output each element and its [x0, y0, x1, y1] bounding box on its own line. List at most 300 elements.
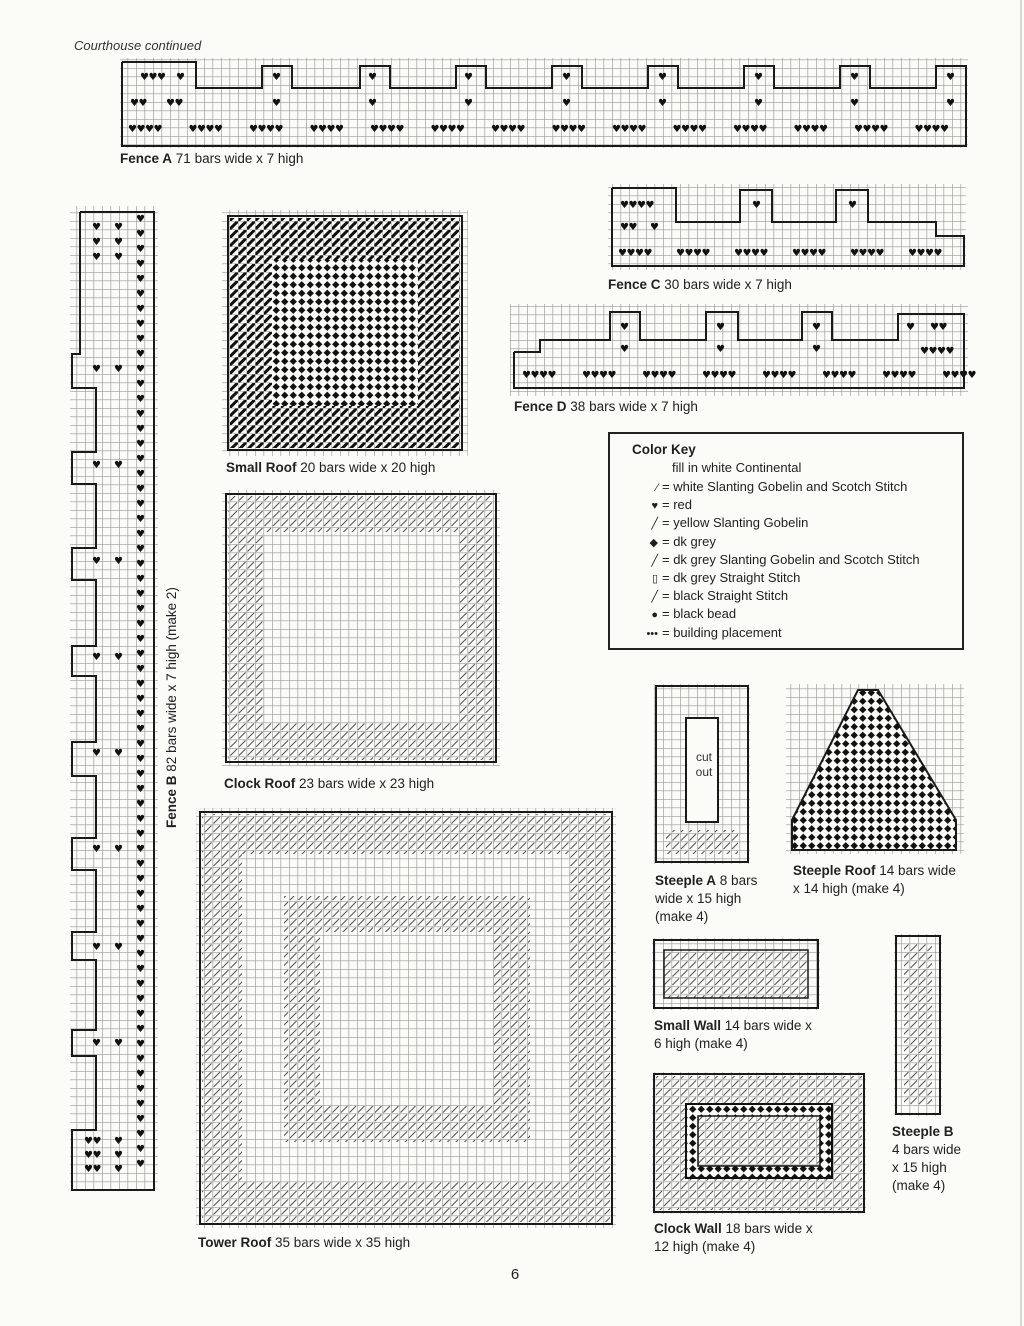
color-key-symbol: ⁄ [656, 482, 658, 494]
color-key-label: = black Straight Stitch [662, 588, 789, 604]
fence-b-heart: ♥ [136, 694, 145, 705]
fence-a-heart: ♥ [698, 124, 707, 135]
fence-a-heart: ♥ [758, 124, 768, 135]
fence-b-heart: ♥ [92, 844, 101, 855]
fence-a-heart: ♥ [850, 98, 859, 109]
fence-a-heart: ♥ [447, 124, 457, 135]
fence-a-heart: ♥ [378, 124, 388, 135]
fence-c-heart: ♥ [809, 248, 818, 259]
fence-a-heart: ♥ [148, 72, 158, 83]
fence-a-heart: ♥ [456, 124, 465, 135]
fence-b-heart: ♥ [136, 799, 145, 810]
fence-b-heart: ♥ [136, 424, 145, 435]
fence-a-heart: ♥ [871, 124, 880, 135]
fence-c-heart: ♥ [925, 248, 934, 259]
fence-b-heart: ♥ [136, 349, 145, 360]
fence-d-heart: ♥ [607, 370, 617, 381]
color-key-label: = dk grey Straight Stitch [662, 570, 801, 585]
fence-b-heart: ♥ [136, 304, 145, 315]
color-key-symbol: ▯ [651, 573, 658, 585]
fence-a-heart: ♥ [387, 124, 396, 135]
fence-a-heart: ♥ [309, 124, 319, 135]
color-key-item [640, 496, 692, 514]
fence-a-heart: ♥ [395, 124, 405, 135]
fence-b-heart: ♥ [92, 460, 101, 471]
fence-d-heart: ♥ [770, 370, 780, 381]
fence-b-heart: ♥ [92, 252, 101, 263]
fence-c-heart: ♥ [618, 248, 627, 259]
color-key-fill: fill in white Continental [672, 460, 802, 475]
fence-a-heart: ♥ [257, 124, 267, 135]
fence-a-heart: ♥ [754, 98, 763, 109]
fence-b-heart: ♥ [136, 1024, 145, 1035]
fence-b-heart: ♥ [136, 859, 145, 870]
color-key-title: Color Key [632, 442, 696, 457]
fence-a-heart: ♥ [335, 124, 344, 135]
fence-d-heart: ♥ [959, 370, 968, 381]
fence-d-heart: ♥ [930, 322, 939, 333]
fence-b-heart: ♥ [114, 460, 123, 471]
fence-c-heart: ♥ [701, 248, 711, 259]
fence-a-heart: ♥ [326, 124, 336, 135]
fence-b-heart: ♥ [114, 748, 123, 759]
fence-b-caption: Fence B 82 bars wide x 7 high (make 2) [164, 587, 179, 828]
fence-b-heart: ♥ [136, 1144, 145, 1155]
fence-d-heart: ♥ [967, 370, 977, 381]
fence-a-heart: ♥ [153, 124, 163, 135]
fence-d-heart: ♥ [599, 370, 608, 381]
fence-a-heart: ♥ [850, 72, 859, 83]
fence-d-heart: ♥ [882, 370, 891, 381]
fence-d-heart: ♥ [659, 370, 668, 381]
fence-d-heart: ♥ [716, 322, 725, 333]
fence-d-heart: ♥ [950, 370, 960, 381]
fence-a-heart: ♥ [629, 124, 638, 135]
fence-b-heart: ♥ [114, 942, 123, 953]
fence-b-heart: ♥ [136, 574, 145, 585]
fence-a-heart: ♥ [166, 98, 175, 109]
fence-d-heart: ♥ [727, 370, 737, 381]
fence-b-heart: ♥ [136, 979, 145, 990]
color-key-symbol: ╱ [651, 518, 658, 531]
fence-d-heart: ♥ [779, 370, 788, 381]
fence-d-heart: ♥ [620, 322, 629, 333]
fence-c-heart: ♥ [916, 248, 926, 259]
clock-wall-caption: Clock Wall 18 bars wide x 12 high (make 4) [654, 1221, 813, 1254]
fence-b-heart: ♥ [136, 484, 145, 495]
fence-c-heart: ♥ [693, 248, 702, 259]
fence-b-heart: ♥ [114, 556, 123, 567]
fence-a-heart: ♥ [689, 124, 699, 135]
fence-d-caption: Fence D 38 bars wide x 7 high [514, 399, 698, 414]
fence-d-heart: ♥ [667, 370, 677, 381]
fence-d-heart: ♥ [938, 322, 948, 333]
fence-a-heart: ♥ [551, 124, 561, 135]
fence-b-heart: ♥ [92, 748, 101, 759]
fence-a-heart: ♥ [516, 124, 526, 135]
fence-b-heart: ♥ [136, 604, 145, 615]
fence-b-heart: ♥ [136, 724, 145, 735]
fence-c-heart: ♥ [752, 200, 761, 211]
fence-b-heart: ♥ [92, 1150, 102, 1161]
fence-b-heart: ♥ [136, 499, 145, 510]
color-key-item [640, 569, 800, 587]
fence-d-heart: ♥ [716, 344, 725, 355]
fence-a-heart: ♥ [560, 124, 569, 135]
fence-b-heart: ♥ [114, 844, 123, 855]
fence-a-heart: ♥ [272, 72, 281, 83]
steeple-roof-caption: Steeple Roof 14 bars wide x 14 high (make 4) [793, 863, 956, 896]
fence-a-heart: ♥ [439, 124, 448, 135]
fence-b-heart: ♥ [84, 1150, 93, 1161]
fence-a-heart: ♥ [793, 124, 803, 135]
fence-b-heart: ♥ [136, 379, 145, 390]
fence-d-heart: ♥ [620, 344, 629, 355]
fence-d-heart: ♥ [590, 370, 600, 381]
fence-b-heart: ♥ [114, 364, 123, 375]
fence-d-heart: ♥ [787, 370, 797, 381]
fence-b-heart: ♥ [136, 394, 145, 405]
fence-b-heart: ♥ [92, 222, 101, 233]
steeple-a-caption: Steeple A 8 bars wide x 15 high (make 4) [655, 873, 758, 924]
color-key-symbol: ╱ [651, 591, 658, 604]
fence-b-heart: ♥ [136, 784, 145, 795]
fence-a-heart: ♥ [197, 124, 206, 135]
fence-c-heart: ♥ [620, 222, 629, 233]
small-roof-center [272, 260, 418, 406]
fence-d-heart: ♥ [839, 370, 848, 381]
fence-a-heart: ♥ [318, 124, 327, 135]
fence-d-heart: ♥ [899, 370, 908, 381]
fence-a-heart: ♥ [508, 124, 517, 135]
fence-d-heart: ♥ [906, 322, 915, 333]
fence-a-caption: Fence A 71 bars wide x 7 high [120, 151, 304, 166]
fence-b-heart: ♥ [92, 237, 101, 248]
color-key-label: = black bead [662, 606, 737, 622]
fence-a-heart: ♥ [188, 124, 198, 135]
fence-d-heart: ♥ [530, 370, 540, 381]
fence-d-heart: ♥ [937, 346, 946, 357]
fence-d-heart: ♥ [890, 370, 900, 381]
fence-a-heart: ♥ [272, 98, 281, 109]
fence-b-heart: ♥ [136, 829, 145, 840]
steeple-b-stitch [904, 944, 932, 1106]
fence-c-heart: ♥ [792, 248, 801, 259]
color-key-item [640, 587, 788, 605]
steeple-b-caption: Steeple B 4 bars wide x 15 high (make 4) [892, 1124, 962, 1193]
small-wall-stitch [664, 950, 808, 998]
fence-b-heart: ♥ [136, 334, 145, 345]
fence-a-heart: ♥ [136, 124, 146, 135]
fence-b-heart: ♥ [136, 919, 145, 930]
fence-a-heart: ♥ [672, 124, 682, 135]
fence-a-heart: ♥ [128, 124, 137, 135]
fence-b-heart: ♥ [136, 289, 145, 300]
color-key-symbol: ••• [646, 627, 658, 640]
fence-b-heart: ♥ [92, 1136, 102, 1147]
fence-b-heart: ♥ [136, 1159, 145, 1170]
fence-a-heart: ♥ [464, 72, 473, 83]
fence-a-heart: ♥ [658, 72, 667, 83]
fence-c-heart: ♥ [626, 248, 636, 259]
steeple-a-cutout-label: cut out [695, 750, 713, 779]
fence-c-heart: ♥ [650, 222, 659, 233]
fence-c-heart: ♥ [867, 248, 876, 259]
fence-b-heart: ♥ [92, 1038, 101, 1049]
color-key-item [640, 478, 907, 496]
fence-a-heart: ♥ [368, 98, 377, 109]
fence-d-heart: ♥ [650, 370, 660, 381]
small-roof-caption: Small Roof 20 bars wide x 20 high [226, 460, 436, 475]
fence-a-heart: ♥ [754, 72, 763, 83]
fence-a-heart: ♥ [205, 124, 215, 135]
fence-b-heart: ♥ [136, 649, 145, 660]
fence-c-heart: ♥ [850, 248, 859, 259]
fence-b-heart: ♥ [136, 559, 145, 570]
fence-c-heart: ♥ [817, 248, 827, 259]
color-key-label: = white Slanting Gobelin and Scotch Stitch [662, 479, 908, 494]
fence-c-heart: ♥ [734, 248, 743, 259]
fence-a-heart: ♥ [914, 124, 924, 135]
fence-b-heart: ♥ [136, 1114, 145, 1125]
fence-b-heart: ♥ [136, 769, 145, 780]
fence-c-heart: ♥ [620, 200, 629, 211]
color-key-symbol: ◆ [649, 536, 658, 549]
fence-b-heart: ♥ [136, 364, 145, 375]
fence-b-heart: ♥ [136, 1054, 145, 1065]
fence-d-heart: ♥ [719, 370, 728, 381]
fence-a-heart: ♥ [368, 72, 377, 83]
fence-c-heart: ♥ [751, 248, 760, 259]
fence-c-heart: ♥ [933, 248, 943, 259]
color-key [608, 432, 964, 650]
fence-b-heart: ♥ [136, 964, 145, 975]
fence-b-heart: ♥ [84, 1136, 93, 1147]
fence-a-heart: ♥ [430, 124, 440, 135]
fence-c-heart: ♥ [742, 248, 752, 259]
fence-a-heart: ♥ [940, 124, 949, 135]
fence-c-heart: ♥ [637, 200, 646, 211]
fence-a-heart: ♥ [637, 124, 647, 135]
fence-b-heart: ♥ [136, 1099, 145, 1110]
fence-d-heart: ♥ [907, 370, 917, 381]
color-key-item [640, 605, 736, 623]
color-key-item [640, 514, 808, 532]
fence-b-heart: ♥ [136, 454, 145, 465]
fence-c-heart: ♥ [800, 248, 810, 259]
color-key-item [640, 533, 716, 551]
fence-d-heart: ♥ [830, 370, 840, 381]
fence-b-heart: ♥ [114, 237, 123, 248]
fence-c-heart: ♥ [643, 248, 653, 259]
clock-wall-face [698, 1116, 820, 1166]
fence-c-heart: ♥ [676, 248, 685, 259]
fence-b-heart: ♥ [136, 739, 145, 750]
fence-a-heart: ♥ [176, 72, 185, 83]
fence-a-heart: ♥ [612, 124, 621, 135]
fence-b-heart: ♥ [136, 949, 145, 960]
fence-a-heart: ♥ [157, 72, 166, 83]
color-key-item [640, 551, 920, 569]
fence-d-heart: ♥ [539, 370, 548, 381]
fence-b-heart: ♥ [136, 409, 145, 420]
fence-a-heart: ♥ [577, 124, 586, 135]
fence-d-heart: ♥ [945, 346, 955, 357]
color-key-label: = yellow Slanting Gobelin [662, 515, 809, 531]
fence-a-heart: ♥ [946, 72, 955, 83]
fence-b-heart: ♥ [136, 1009, 145, 1020]
fence-b-heart: ♥ [92, 652, 101, 663]
fence-a-heart: ♥ [370, 124, 379, 135]
fence-a-heart: ♥ [741, 124, 751, 135]
fence-a-heart: ♥ [931, 124, 941, 135]
fence-b-heart: ♥ [136, 514, 145, 525]
fence-b-heart: ♥ [136, 634, 145, 645]
fence-a-heart: ♥ [854, 124, 863, 135]
fence-d-heart: ♥ [702, 370, 711, 381]
tower-roof-center [320, 932, 494, 1106]
fence-b-heart: ♥ [136, 874, 145, 885]
fence-a-heart: ♥ [802, 124, 811, 135]
fence-b-heart: ♥ [84, 1164, 93, 1175]
fence-a-heart: ♥ [568, 124, 578, 135]
fence-b-heart: ♥ [92, 556, 101, 567]
fence-a-heart: ♥ [562, 98, 571, 109]
fence-b-heart: ♥ [136, 469, 145, 480]
fence-b-heart: ♥ [136, 244, 145, 255]
color-key-symbol: ♥ [651, 500, 658, 513]
fence-b-heart: ♥ [114, 1136, 123, 1147]
fence-d-heart: ♥ [547, 370, 557, 381]
fence-d-heart: ♥ [942, 370, 951, 381]
fence-b-heart: ♥ [92, 942, 101, 953]
fence-c-heart: ♥ [858, 248, 868, 259]
fence-a-heart: ♥ [145, 124, 154, 135]
fence-b-heart: ♥ [136, 934, 145, 945]
fence-b-heart: ♥ [114, 652, 123, 663]
clock-roof-caption: Clock Roof 23 bars wide x 23 high [224, 776, 435, 791]
fence-b-heart: ♥ [136, 1039, 145, 1050]
tower-roof-caption: Tower Roof 35 bars wide x 35 high [198, 1235, 411, 1250]
fence-a-heart: ♥ [733, 124, 742, 135]
fence-b-heart: ♥ [136, 589, 145, 600]
fence-b-heart: ♥ [114, 222, 123, 233]
color-key-label: = building placement [662, 624, 782, 640]
small-wall-caption: Small Wall 14 bars wide x 6 high (make 4) [654, 1018, 812, 1051]
fence-a-heart: ♥ [862, 124, 872, 135]
fence-c-heart: ♥ [848, 200, 857, 211]
color-key-label: = dk grey Slanting Gobelin and Scotch Stitch [662, 551, 920, 567]
fence-b-heart: ♥ [136, 319, 145, 330]
color-key-item [640, 624, 782, 642]
fence-c-heart: ♥ [684, 248, 694, 259]
clock-roof-center [264, 532, 458, 722]
fence-d-heart: ♥ [822, 370, 831, 381]
fence-a-heart: ♥ [810, 124, 820, 135]
fence-a-heart: ♥ [499, 124, 509, 135]
fence-a-heart: ♥ [750, 124, 759, 135]
fence-b-heart: ♥ [136, 1129, 145, 1140]
fence-b-heart: ♥ [114, 1150, 123, 1161]
fence-b-heart: ♥ [136, 844, 145, 855]
fence-b-heart: ♥ [136, 1069, 145, 1080]
fence-b-heart: ♥ [136, 664, 145, 675]
fence-b-heart: ♥ [114, 252, 123, 263]
fence-d-heart: ♥ [928, 346, 938, 357]
fence-c-heart: ♥ [635, 248, 644, 259]
fence-b-heart: ♥ [136, 679, 145, 690]
fence-d-heart: ♥ [812, 344, 821, 355]
fence-d-heart: ♥ [762, 370, 771, 381]
fence-a-heart: ♥ [274, 124, 284, 135]
fence-c-heart: ♥ [875, 248, 885, 259]
fence-d-heart: ♥ [522, 370, 531, 381]
steeple-a-stitch [666, 830, 738, 854]
fence-a-heart: ♥ [138, 98, 148, 109]
fence-b-heart: ♥ [92, 1164, 102, 1175]
fence-b-heart: ♥ [114, 1164, 123, 1175]
fence-a-heart: ♥ [130, 98, 139, 109]
color-key-label: = red [662, 497, 692, 513]
fence-b-heart: ♥ [136, 214, 145, 225]
fence-c-caption: Fence C 30 bars wide x 7 high [608, 277, 792, 292]
fence-d-heart: ♥ [582, 370, 591, 381]
fence-c-heart: ♥ [628, 200, 638, 211]
fence-c-heart: ♥ [908, 248, 917, 259]
fence-b-heart: ♥ [136, 274, 145, 285]
fence-a-heart: ♥ [819, 124, 828, 135]
fence-a-heart: ♥ [946, 98, 955, 109]
fence-b-heart: ♥ [136, 529, 145, 540]
fence-c-heart: ♥ [628, 222, 638, 233]
fence-b-heart: ♥ [92, 364, 101, 375]
continued-header: Courthouse continued [74, 38, 202, 53]
fence-d-heart: ♥ [847, 370, 857, 381]
fence-a-heart: ♥ [266, 124, 275, 135]
fence-a-heart: ♥ [879, 124, 889, 135]
fence-d-heart: ♥ [920, 346, 929, 357]
fence-c-heart: ♥ [645, 200, 655, 211]
fence-b-heart: ♥ [136, 904, 145, 915]
fence-b-heart: ♥ [136, 1084, 145, 1095]
fence-a-heart: ♥ [140, 72, 149, 83]
color-key-label: = dk grey [662, 533, 716, 549]
fence-d-heart: ♥ [710, 370, 720, 381]
fence-b-heart: ♥ [136, 544, 145, 555]
fence-b-heart: ♥ [136, 814, 145, 825]
fence-b-heart: ♥ [136, 754, 145, 765]
fence-a-heart: ♥ [620, 124, 630, 135]
page-number: 6 [510, 1266, 520, 1283]
fence-a-heart: ♥ [923, 124, 932, 135]
fence-b-heart: ♥ [136, 889, 145, 900]
fence-a-heart: ♥ [174, 98, 184, 109]
fence-b-heart: ♥ [136, 259, 145, 270]
color-key-symbol: ╱ [651, 554, 658, 567]
fence-a-heart: ♥ [658, 98, 667, 109]
fence-b-heart: ♥ [136, 229, 145, 240]
color-key-symbol: ● [651, 609, 658, 622]
fence-d-heart: ♥ [812, 322, 821, 333]
fence-b-heart: ♥ [136, 439, 145, 450]
fence-b-heart: ♥ [114, 1038, 123, 1049]
fence-a-heart: ♥ [464, 98, 473, 109]
fence-a-heart: ♥ [491, 124, 500, 135]
fence-b-heart: ♥ [136, 709, 145, 720]
fence-c-heart: ♥ [759, 248, 769, 259]
fence-a-heart: ♥ [562, 72, 571, 83]
fence-b-heart: ♥ [136, 619, 145, 630]
